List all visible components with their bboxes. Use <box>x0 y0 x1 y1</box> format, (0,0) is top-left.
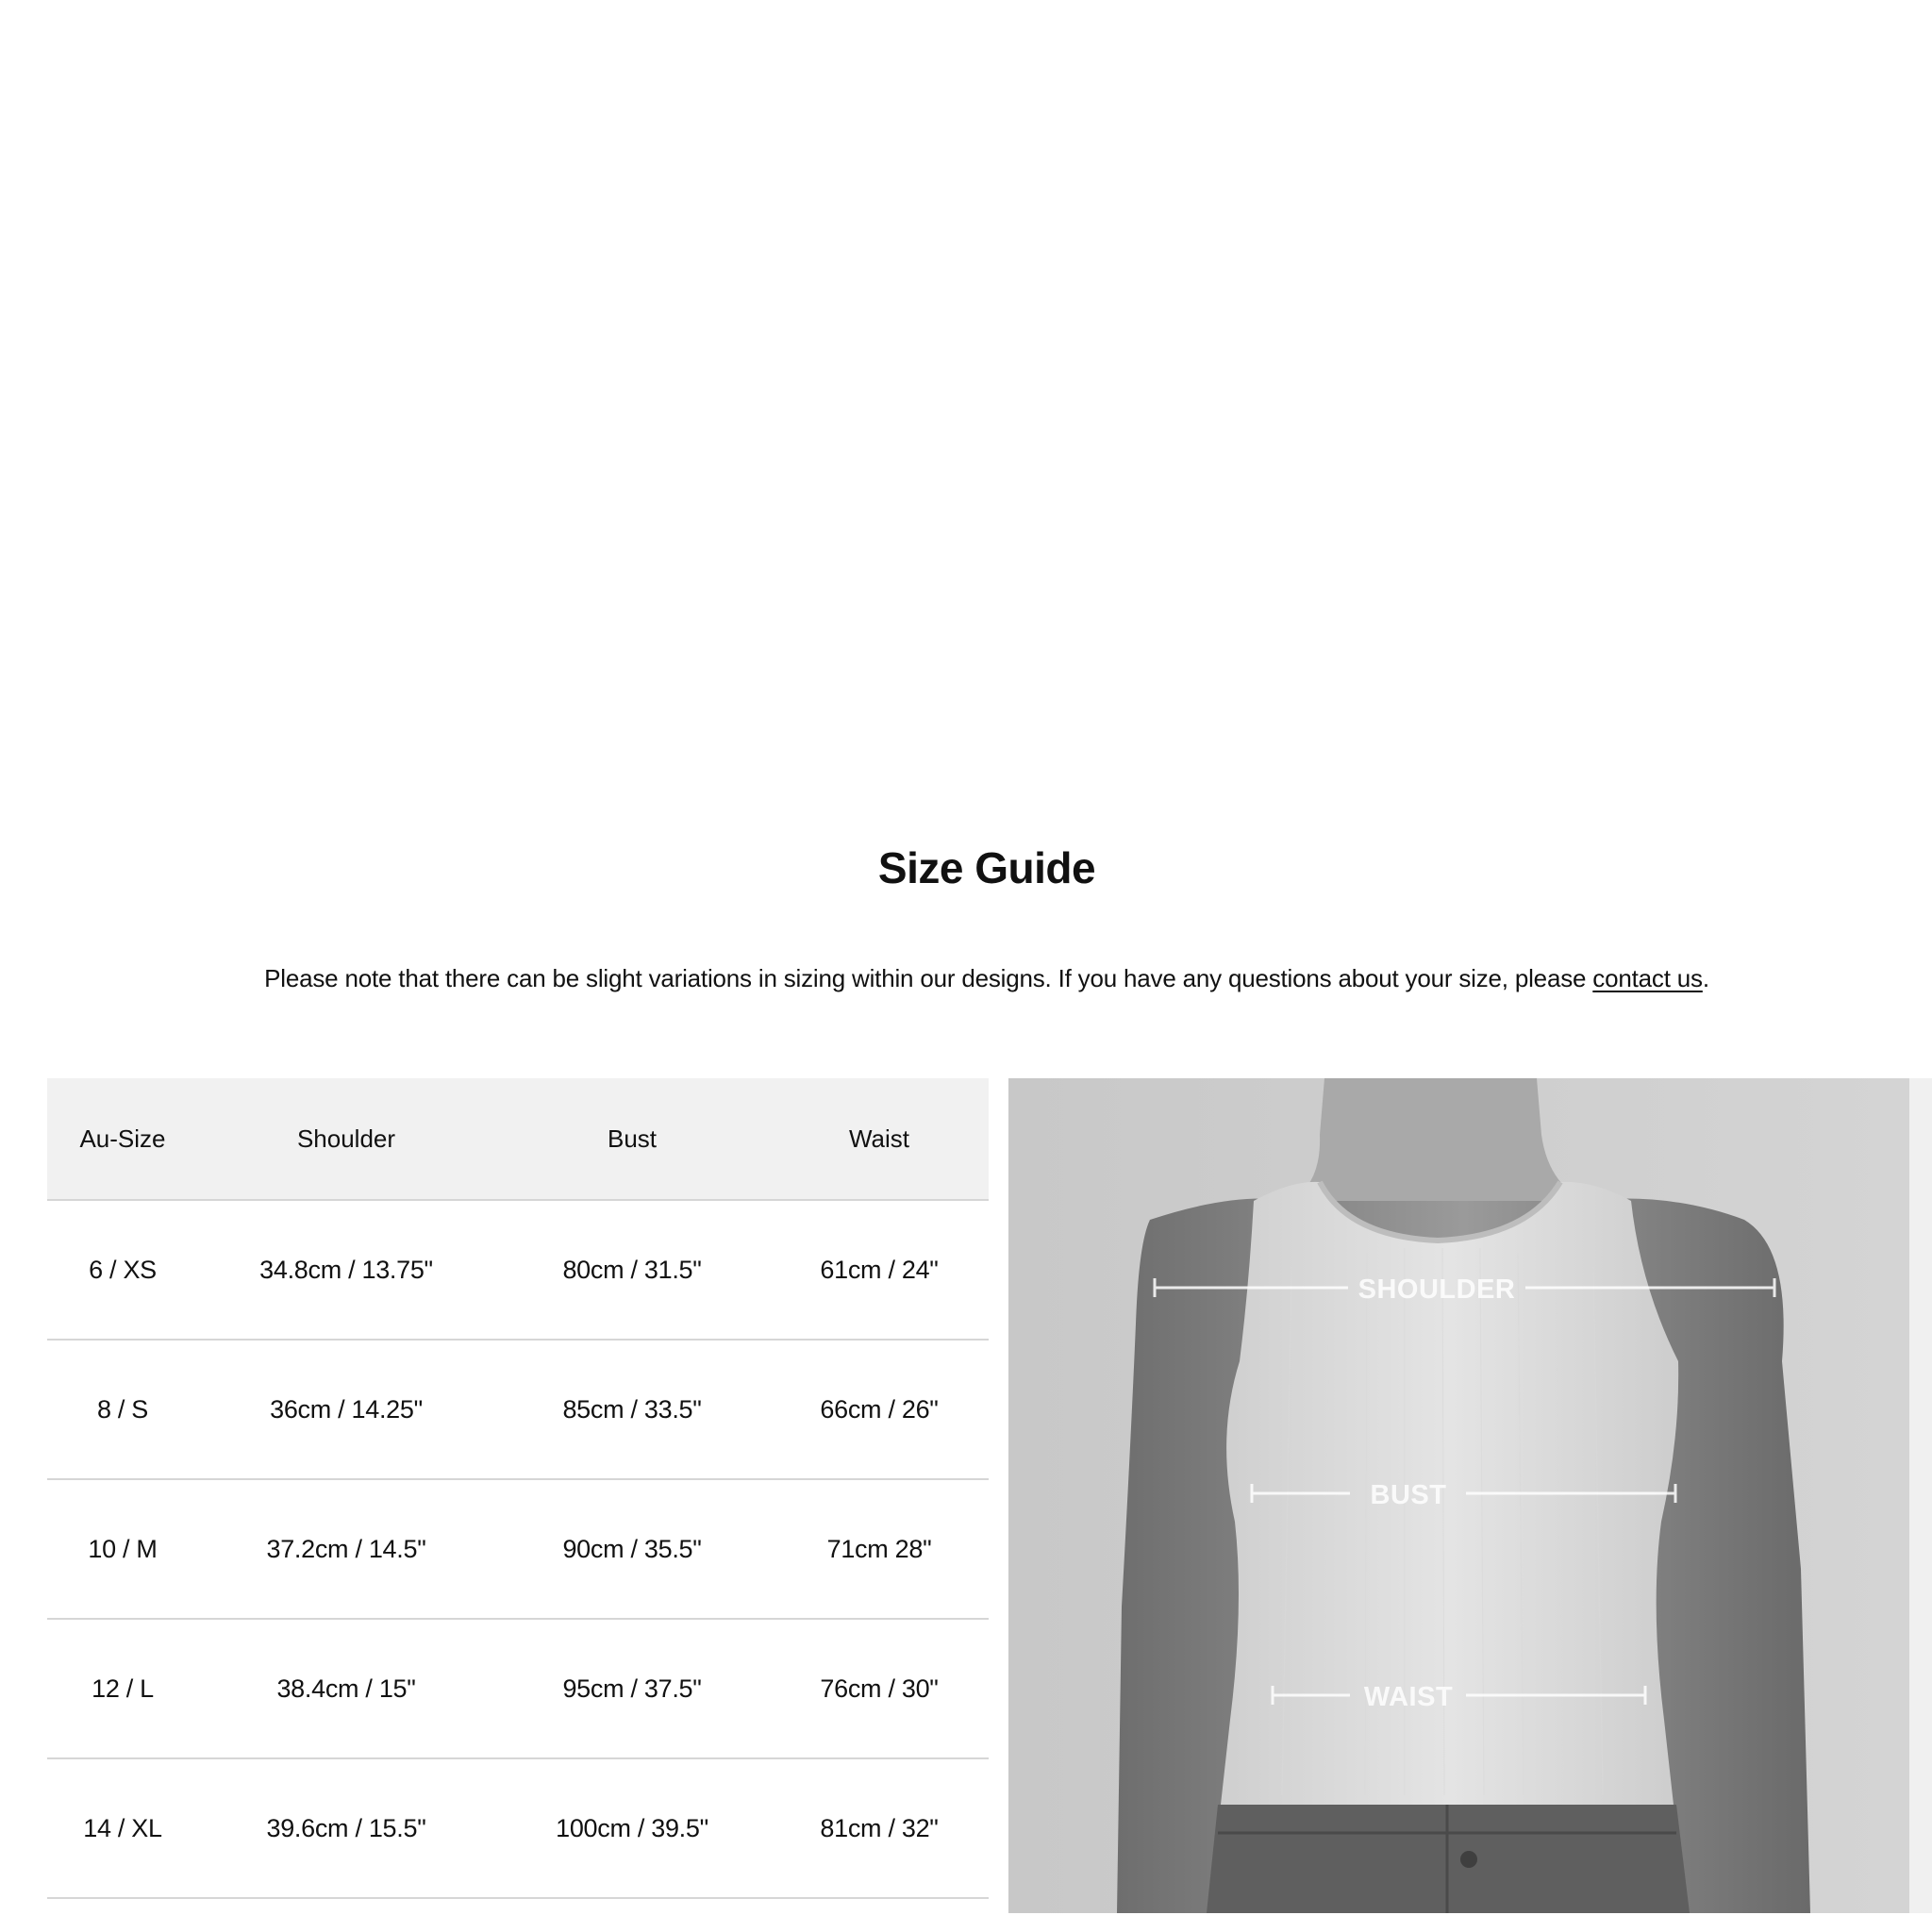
waist-label: WAIST <box>1363 1682 1454 1712</box>
size-note <box>0 964 1932 993</box>
cell-bust: 90cm / 35.5" <box>494 1479 770 1619</box>
header-waist: Waist <box>770 1078 989 1200</box>
shoulder-label: SHOULDER <box>1357 1274 1516 1305</box>
tank-top-illustration <box>1008 1078 1909 1913</box>
cell-bust: 95cm / 37.5" <box>494 1619 770 1758</box>
cell-waist: 66cm / 26" <box>770 1340 989 1479</box>
cell-waist: 81cm / 32" <box>770 1758 989 1898</box>
cell-au-size: 6 / XS <box>47 1200 198 1340</box>
header-shoulder: Shoulder <box>198 1078 494 1200</box>
cell-waist: 71cm 28" <box>770 1479 989 1619</box>
table-header-row <box>47 1078 989 1200</box>
cell-au-size: 8 / S <box>47 1340 198 1479</box>
size-note-suffix: . <box>1702 964 1709 992</box>
measurement-photo <box>1008 1078 1909 1913</box>
cell-au-size: 12 / L <box>47 1619 198 1758</box>
cell-shoulder: 36cm / 14.25" <box>198 1340 494 1479</box>
size-table-container <box>47 1078 989 1899</box>
cell-shoulder: 37.2cm / 14.5" <box>198 1479 494 1619</box>
page-title: Size Guide <box>877 843 1096 892</box>
contact-us-link[interactable]: contact us <box>1592 964 1703 992</box>
header-au-size: Au-Size <box>47 1078 198 1200</box>
cell-shoulder: 39.6cm / 15.5" <box>198 1758 494 1898</box>
cell-waist: 76cm / 30" <box>770 1619 989 1758</box>
cell-bust: 80cm / 31.5" <box>494 1200 770 1340</box>
table-row <box>47 1200 989 1340</box>
table-row <box>47 1758 989 1898</box>
photo-right-edge <box>1909 1078 1932 1913</box>
table-row <box>47 1479 989 1619</box>
cell-shoulder: 38.4cm / 15" <box>198 1619 494 1758</box>
cell-au-size: 14 / XL <box>47 1758 198 1898</box>
bust-label: BUST <box>1370 1480 1447 1510</box>
cell-waist: 61cm / 24" <box>770 1200 989 1340</box>
cell-shoulder: 34.8cm / 13.75" <box>198 1200 494 1340</box>
table-row <box>47 1340 989 1479</box>
cell-bust: 100cm / 39.5" <box>494 1758 770 1898</box>
cell-bust: 85cm / 33.5" <box>494 1340 770 1479</box>
table-row <box>47 1619 989 1758</box>
cell-au-size: 10 / M <box>47 1479 198 1619</box>
header-bust: Bust <box>494 1078 770 1200</box>
size-note-text: Please note that there can be slight variations in sizing within our designs. If you have any questions about your size, please <box>264 964 1593 992</box>
size-table <box>47 1078 989 1899</box>
